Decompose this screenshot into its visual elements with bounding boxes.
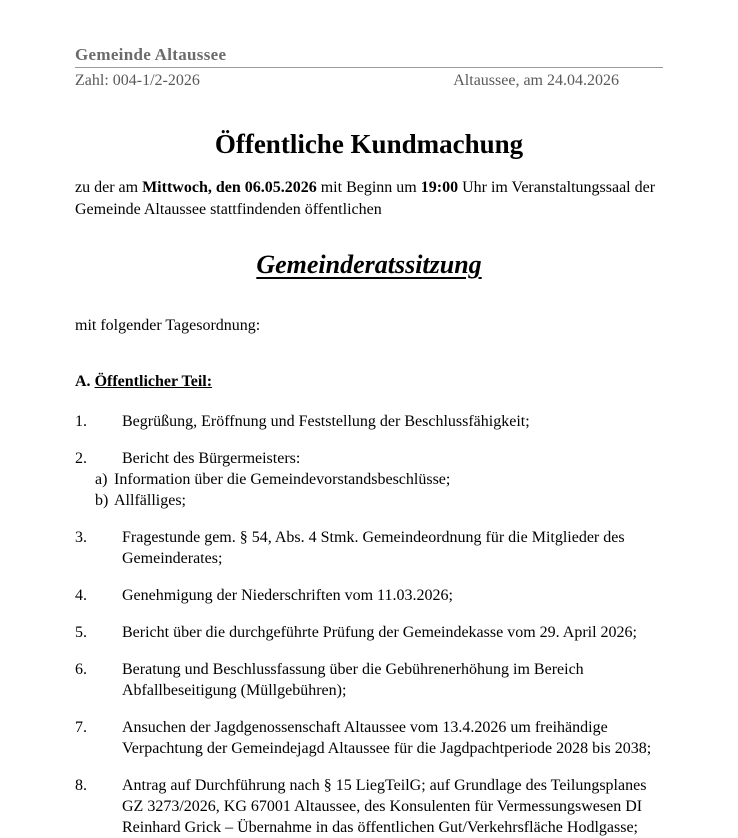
subitem-letter: a) (95, 471, 108, 488)
agenda-item-2 (75, 448, 663, 511)
agenda-item-4 (75, 585, 663, 606)
place-and-date: Altaussee, am 24.04.2026 (453, 72, 619, 89)
agenda-item-row (75, 585, 663, 606)
section-a-label: Öffentlicher Teil: (94, 373, 213, 390)
item-text: Bericht über die durchgeführte Prüfung der Gemeindekasse vom 29. April 2026; (122, 624, 637, 641)
agenda-item-row (75, 527, 663, 569)
agenda-item-row (75, 659, 663, 701)
item-text: Beratung und Beschlussfassung über die Gebührenerhöhung im Bereich Abfallbeseitigung (Müllgebühren); (122, 661, 584, 699)
item-number: 8. (75, 777, 87, 794)
agenda-item-row (75, 717, 663, 759)
item-number: 2. (75, 450, 87, 467)
organization-name: Gemeinde Altaussee (75, 45, 663, 68)
item-text: Bericht des Bürgermeisters: (122, 450, 301, 467)
agenda-list (75, 411, 663, 838)
item-number: 1. (75, 413, 87, 430)
intro-date: Mittwoch, den 06.05.2026 (142, 179, 317, 196)
item-number: 5. (75, 624, 87, 641)
agenda-intro: mit folgender Tagesordnung: (75, 317, 261, 334)
agenda-item-5 (75, 622, 663, 643)
item-number: 7. (75, 719, 87, 736)
section-a-heading (75, 371, 663, 392)
intro-paragraph (75, 177, 663, 221)
item-number: 6. (75, 661, 87, 678)
item-number: 3. (75, 529, 87, 546)
agenda-item-row (75, 411, 663, 432)
agenda-item-3 (75, 527, 663, 569)
agenda-item-7 (75, 717, 663, 759)
agenda-item-row (75, 775, 663, 838)
item-text: Genehmigung der Niederschriften vom 11.03.2026; (122, 587, 453, 604)
item-text: Ansuchen der Jagdgenossenschaft Altaussee vom 13.4.2026 um freihändige Verpachtung der Gemeindejagd Altaussee für die Jagdpachtperiode 2028 bis 2038; (122, 719, 652, 757)
agenda-item-1 (75, 411, 663, 432)
reference-number: Zahl: 004-1/2-2026 (75, 72, 200, 89)
document-title: Öffentliche Kundmachung (214, 129, 524, 159)
subitem-letter: b) (95, 492, 109, 509)
agenda-subitem-b (95, 490, 663, 511)
agenda-item-6 (75, 659, 663, 701)
intro-text-1: zu der am (75, 179, 143, 196)
intro-text-2: mit Beginn um (316, 179, 421, 196)
item-text: Fragestunde gem. § 54, Abs. 4 Stmk. Gemeindeordnung für die Mitglieder des Gemeinderates; (122, 529, 625, 567)
agenda-subitem-a (95, 469, 663, 490)
subitem-text: Allfälliges; (114, 492, 186, 509)
intro-text-3: Uhr im Veranstaltungssaal der Gemeinde Altaussee stattfindenden öffentlichen (75, 179, 656, 218)
item-text: Begrüßung, Eröffnung und Feststellung der Beschlussfähigkeit; (122, 413, 530, 430)
section-a-prefix: A. (75, 373, 95, 390)
agenda-item-row (75, 622, 663, 643)
intro-time: 19:00 (420, 179, 459, 196)
item-text: Antrag auf Durchführung nach § 15 LiegTeilG; auf Grundlage des Teilungsplanes GZ 3273/2026, KG 67001 Altaussee, des Konsulenten für Vermessungswesen DI Reinhard Grick – Übernahme in das öffentlichen Gut/Verkehrsfläche Hodlgasse; (122, 777, 647, 836)
letterhead-meta-row (75, 70, 663, 91)
agenda-item-8 (75, 775, 663, 838)
agenda-item-row (75, 448, 663, 469)
subitem-text: Information über die Gemeindevorstandsbeschlüsse; (114, 471, 451, 488)
item-number: 4. (75, 587, 87, 604)
meeting-title: Gemeinderatssitzung (256, 250, 482, 279)
letterhead (75, 45, 663, 91)
